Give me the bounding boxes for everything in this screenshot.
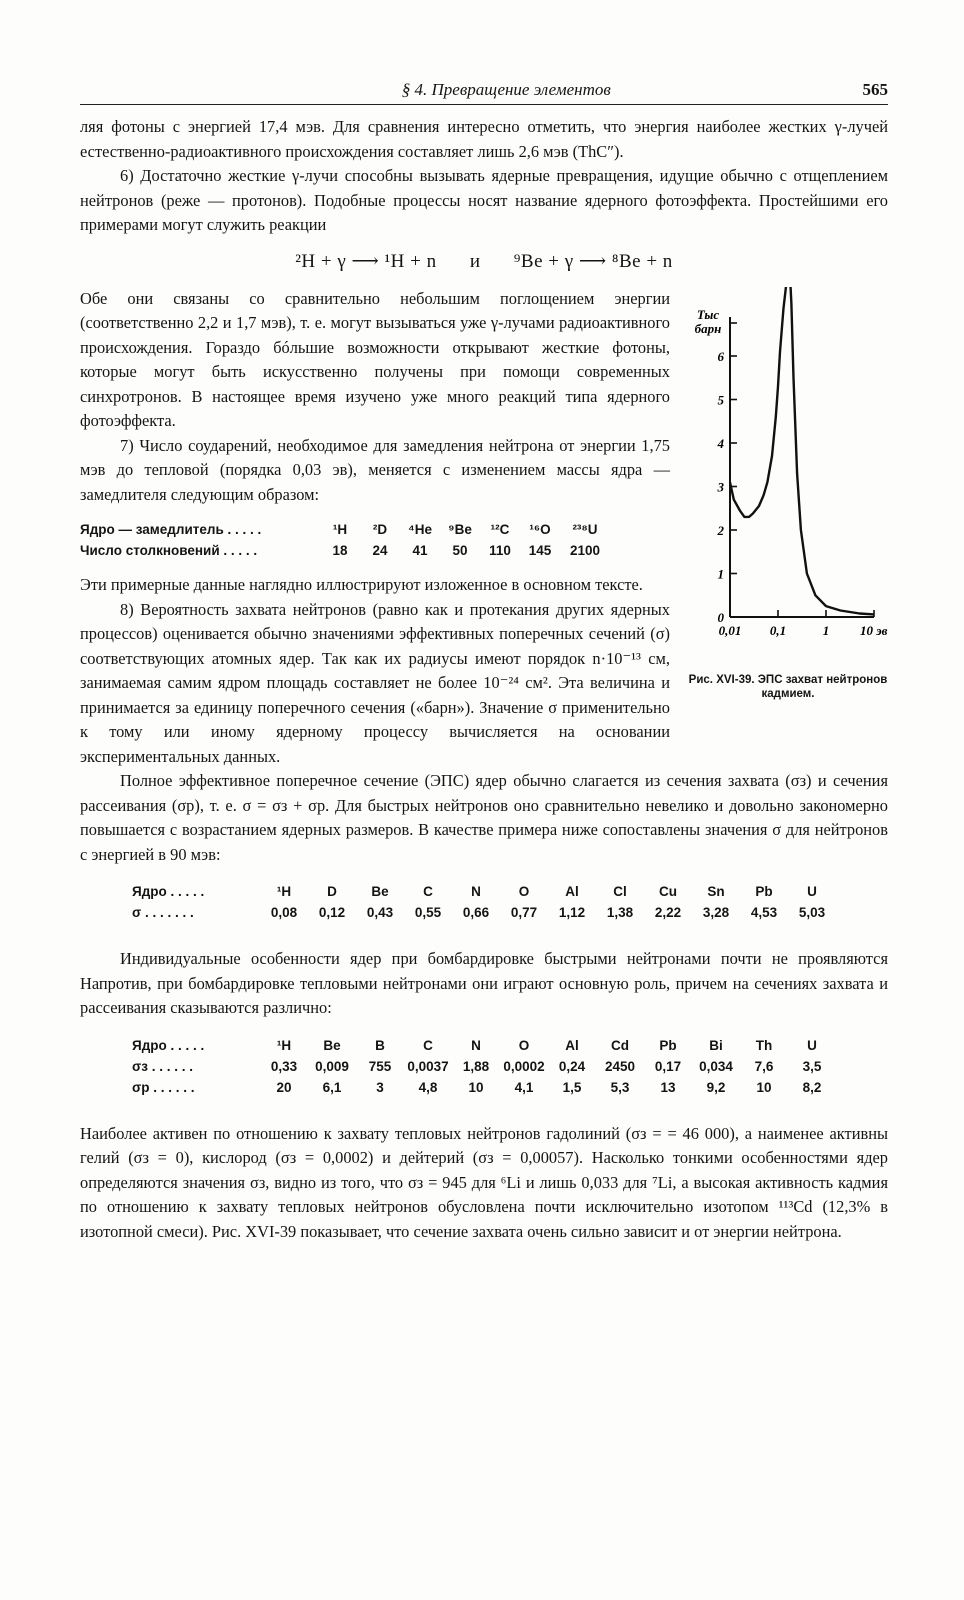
row-label: Ядро — замедлитель . . . . .	[80, 522, 262, 537]
y-tick-label: 2	[717, 522, 724, 538]
table-cell: 5,3	[610, 1079, 630, 1095]
table-cell: Cu	[659, 884, 677, 899]
table-cell: 0,77	[510, 905, 538, 920]
figure-caption: Рис. XVI-39. ЭПС захват нейтронов кадмием.	[688, 673, 888, 700]
table-cell: O	[518, 1037, 530, 1053]
table-cell: 3,5	[802, 1058, 822, 1074]
y-tick-label: 1	[717, 566, 724, 581]
table-cell: U	[807, 1037, 817, 1053]
table-cell: 13	[660, 1079, 676, 1095]
table-cell: 145	[528, 543, 552, 558]
table-cell: Al	[565, 1037, 579, 1053]
table-cell: Cd	[611, 1037, 629, 1053]
table-cell: 1,12	[558, 905, 586, 920]
table-cell: 3	[376, 1079, 384, 1095]
table-cell: Pb	[659, 1037, 677, 1053]
table-row	[132, 1056, 836, 1077]
table-cell: Be	[371, 884, 389, 899]
y-tick-label: 6	[717, 348, 724, 364]
table-cell: Pb	[755, 884, 773, 899]
table-cell: 24	[372, 543, 388, 558]
paragraph-8: Индивидуальные особенности ядер при бомбардировке быстрыми нейтронами почти не проявляются Напротив, при бомбардировке тепловыми нейтронами они играют основную роль, причем на сечениях захвата и рассеивания сказываются различно:	[80, 949, 888, 1017]
y-tick-label: 3	[717, 479, 724, 494]
table-cell: 0,0037	[407, 1058, 449, 1074]
row-label: Ядро . . . . .	[132, 884, 205, 899]
paragraph-3: Обе они связаны со сравнительно небольшим поглощением энергии (соответственно 2,2 и 1,7 мэв), т. е. могут вызываться уже γ-лучами радиоактивного происхождения. Гораздо бóльшие возможности открывают жесткие фотоны, которые могут быть искусственно получены при помощи современных синхротронов. В настоящее время изучено уже много реакций типа ядерного фотоэффекта.	[80, 288, 670, 430]
page	[80, 80, 888, 1244]
figure-xvi-39	[688, 287, 888, 717]
table-cell: 10	[756, 1079, 772, 1095]
table-cell: 0,08	[270, 905, 298, 920]
table-row	[132, 1077, 836, 1098]
table-cell: 18	[332, 543, 348, 558]
table-row	[80, 519, 610, 540]
table-cell: 0,17	[654, 1058, 682, 1074]
table-cell: ¹H	[276, 884, 292, 899]
table-cell: 0,33	[270, 1058, 298, 1074]
running-header	[80, 80, 888, 105]
y-tick-label: 4	[717, 435, 724, 451]
table-cell: 7,6	[754, 1058, 774, 1074]
table-cell: 0,12	[318, 905, 346, 920]
table-cell: Th	[755, 1037, 773, 1053]
table-cell: 4,53	[750, 905, 778, 920]
table-cell: 9,2	[706, 1079, 726, 1095]
table-cell: 0,009	[315, 1058, 349, 1074]
table-cell: N	[471, 884, 481, 899]
page-number: 565	[862, 80, 888, 99]
formula-right: ⁹Be + γ ⟶ ⁸Be + n	[513, 250, 673, 272]
paragraph-6: 8) Вероятность захвата нейтронов (равно как и протекания других ядерных процессов) оценивается обычно значениями эффективных поперечных сечений (σ) соответствующих атомных ядер. Так как их радиусы имеют порядок n·10⁻¹³ см, занимаемая самим ядром площадь составляет не более 10⁻²⁴ см². Эта величина и принимается за единицу поперечного сечения («барн»). Значение σ применительно к тому или иному ядерному процессу вычисляется на основании экспериментальных данных.	[80, 599, 670, 766]
y-axis-label: барн	[694, 320, 722, 336]
table-thermal-neutrons	[132, 1035, 836, 1098]
table-cell: 4,8	[418, 1079, 438, 1095]
table-cell: 2,22	[654, 905, 682, 920]
table-cell: 1,5	[562, 1079, 582, 1095]
table-cell: 0,24	[558, 1058, 586, 1074]
x-tick-label: 0,1	[769, 622, 787, 638]
table-cell: 50	[452, 543, 468, 558]
table-cell: N	[471, 1037, 481, 1053]
table-cell: 110	[489, 543, 511, 558]
cross-section-chart	[688, 287, 888, 667]
table-row	[80, 540, 610, 561]
table-cell: 755	[368, 1058, 392, 1074]
table-cell: D	[327, 884, 337, 899]
paragraph-5: Эти примерные данные наглядно иллюстрируют изложенное в основном тексте.	[80, 575, 643, 594]
x-tick-label: 0,01	[718, 622, 742, 638]
table-moderator	[80, 519, 610, 561]
paragraph-2: 6) Достаточно жесткие γ-лучи способны вызывать ядерные превращения, идущие обычно с отщеплением нейтронов (реже — протонов). Подобные процессы носят название ядерного фотоэффекта. Простейшими его примерами могут служить реакции	[80, 166, 888, 234]
row-label: σр . . . . . .	[132, 1079, 195, 1095]
formula-left: ²H + γ ⟶ ¹H + n	[295, 250, 437, 272]
table-cell: 41	[412, 543, 428, 558]
table-cell: 0,034	[699, 1058, 733, 1074]
paragraph-1: ляя фотоны с энергией 17,4 мэв. Для сравнения интересно отметить, что энергия наиболее жестких γ-лучей естественно-радиоактивного происхождения составляет лишь 2,6 мэв (ThC″).	[80, 117, 888, 161]
paragraph-4: 7) Число соударений, необходимое для замедления нейтрона от энергии 1,75 мэв до тепловой (порядка 0,03 эв), меняется с изменением массы ядра — замедлителя следующим образом:	[80, 435, 670, 504]
y-axis-label: Тыс	[696, 306, 720, 322]
y-tick-label: 5	[717, 392, 724, 407]
table-cell: ²D	[372, 522, 388, 537]
table-cell: ¹H	[332, 522, 348, 537]
table-cell: 2450	[604, 1058, 636, 1074]
table-cell: Al	[565, 884, 579, 899]
x-tick-label: 1	[822, 622, 830, 638]
table-cell: 20	[276, 1079, 292, 1095]
table-cell: 5,03	[798, 905, 826, 920]
table-cell: 4,1	[514, 1079, 534, 1095]
table-cell: Sn	[707, 884, 725, 899]
reaction-formula	[80, 250, 888, 273]
row-label: σз . . . . . .	[132, 1058, 193, 1074]
table-cell: ¹⁶O	[529, 522, 551, 537]
x-tick-label: 10 эв	[860, 622, 888, 638]
series-line	[730, 287, 874, 614]
table-cell: ⁴He	[408, 522, 432, 537]
table-cell: ⁹Be	[448, 522, 472, 537]
formula-conjunction: и	[469, 250, 481, 272]
table-cell: 0,0002	[503, 1058, 545, 1074]
row-label: Ядро . . . . .	[132, 1037, 205, 1053]
table-row	[132, 902, 836, 923]
table-cell: Cl	[613, 884, 627, 899]
y-tick-label: 0	[717, 609, 724, 625]
paragraph-7: Полное эффективное поперечное сечение (ЭПС) ядер обычно слагается из сечения захвата (σз) и сечения рассеивания (σр), т. е. σ = σз + σр. Для быстрых нейтронов оно сравнительно невелико и довольно закономерно повышается с возрастанием ядерных размеров. В качестве примера ниже сопоставлены значения σ для нейтронов с энергией в 90 мэв:	[80, 771, 888, 864]
table-cell: ¹²C	[490, 522, 510, 537]
table-cell: C	[423, 1037, 433, 1053]
table-cell: 3,28	[702, 905, 730, 920]
table-cell: 0,55	[414, 905, 442, 920]
table-cell: C	[423, 884, 433, 899]
table-cell: Bi	[709, 1037, 723, 1053]
section-title: § 4. Превращение элементов	[401, 80, 611, 99]
table-cell: Be	[323, 1037, 341, 1053]
table-cell: 2100	[569, 543, 601, 558]
table-cell: 6,1	[322, 1079, 342, 1095]
table-cell: 10	[468, 1079, 484, 1095]
table-row	[132, 1035, 836, 1056]
row-label: σ . . . . . . .	[132, 905, 194, 920]
table-cell: 8,2	[802, 1079, 822, 1095]
table-cell: 1,38	[606, 905, 634, 920]
paragraph-9: Наиболее активен по отношению к захвату тепловых нейтронов гадолиний (σз = = 46 000), а наименее активны гелий (σз = 0), кислород (σз = 0,0002) и дейтерий (σз = 0,00057). Насколько тонкими особенностями ядер определяются значения σз, видно из того, что σз = 945 для ⁶Li и лишь 0,033 для ⁷Li, а высокая активность кадмия по отношению к захвату тепловых нейтронов обусловлена почти исключительно изотопом ¹¹³Cd (12,3% в изотопной смеси). Рис. XVI-39 показывает, что сечение захвата очень сильно зависит и от энергии нейтрона.	[80, 1123, 888, 1241]
table-cell: 0,43	[366, 905, 394, 920]
table-row	[132, 881, 836, 902]
table-cell: 0,66	[462, 905, 490, 920]
row-label: Число столкновений . . . . .	[80, 543, 258, 558]
table-cell: O	[518, 884, 530, 899]
table-fast-neutrons	[132, 881, 836, 923]
table-cell: 1,88	[462, 1058, 490, 1074]
table-cell: U	[807, 884, 817, 899]
table-cell: ²³⁸U	[572, 522, 598, 537]
table-cell: ¹H	[276, 1037, 292, 1053]
table-cell: B	[375, 1037, 385, 1053]
